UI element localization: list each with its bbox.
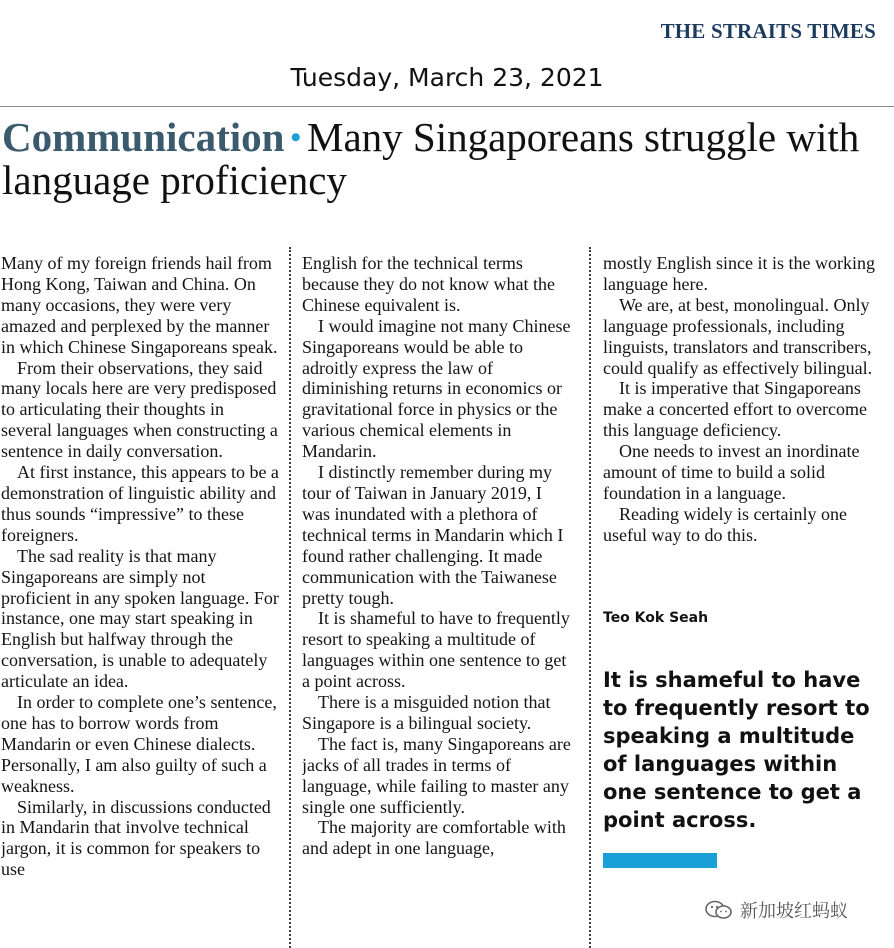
wechat-icon xyxy=(704,899,734,921)
paragraph: It is imperative that Singaporeans make a concerted effort to overcome this language deficiency. xyxy=(603,378,868,441)
column-divider xyxy=(289,247,291,948)
paragraph: It is shameful to have to frequently resort to speaking a multitude of languages within one sentence to get a point across. xyxy=(302,608,570,692)
paragraph: In order to complete one’s sentence, one has to borrow words from Mandarin or even Chinese dialects. Personally, I am also guilty of such a weakness. xyxy=(1,692,277,796)
column-divider xyxy=(589,247,591,948)
paragraph: mostly English since it is the working language here. xyxy=(603,253,875,294)
paragraph: There is a misguided notion that Singapore is a bilingual society. xyxy=(302,692,551,733)
headline-title: Many Singaporeans struggle with language proficiency xyxy=(2,114,860,203)
byline: Teo Kok Seah xyxy=(603,610,709,626)
masthead: THE STRAITS TIMES xyxy=(660,19,876,43)
paragraph: I would imagine not many Chinese Singaporeans would be able to adroitly express the law of diminishing returns in economics or gravitational force in physics or the various chemical elements in Mandarin. xyxy=(302,315,571,462)
watermark xyxy=(700,897,852,923)
paragraph: One needs to invest an inordinate amount of time to build a solid foundation in a language. xyxy=(603,441,860,503)
paragraph: The fact is, many Singaporeans are jacks of all trades in terms of language, while failing to master any single one sufficiently. xyxy=(302,733,571,817)
article-column-3 xyxy=(603,253,875,948)
article-column-1 xyxy=(1,253,279,948)
headline-separator: • xyxy=(290,121,301,154)
pull-quote: It is shameful to have to frequently resort to speaking a multitude of languages within one sentence to get a point across. xyxy=(603,668,870,832)
paragraph: I distinctly remember during my tour of Taiwan in January 2019, I was inundated with a plethora of technical terms in Mandarin which I found rather challenging. It made communication with the Taiwanese pretty tough. xyxy=(302,462,564,608)
paragraph: We are, at best, monolingual. Only language professionals, including linguists, translators and transcribers, could qualify as effectively bilingual. xyxy=(603,294,873,378)
paragraph: Reading widely is certainly one useful way to do this. xyxy=(603,503,847,545)
headline xyxy=(2,116,882,202)
paragraph: Many of my foreign friends hail from Hong Kong, Taiwan and China. On many occasions, they were very amazed and perplexed by the manner in which Chinese Singaporeans speak. xyxy=(1,253,278,357)
paragraph: Similarly, in discussions conducted in Mandarin that involve technical jargon, it is common for speakers to use xyxy=(1,796,271,880)
accent-bar xyxy=(603,853,717,868)
paragraph: At first instance, this appears to be a demonstration of linguistic ability and thus sounds “impressive” to these foreigners. xyxy=(1,462,279,545)
watermark-text: 新加坡红蚂蚁 xyxy=(740,901,848,922)
paragraph: The majority are comfortable with and adept in one language, xyxy=(302,817,566,859)
paragraph: English for the technical terms because they do not know what the Chinese equivalent is. xyxy=(302,253,555,315)
paragraph: From their observations, they said many locals here are very predisposed to articulating their thoughts in several languages when constructing a sentence in daily conversation. xyxy=(1,357,278,462)
article-column-2 xyxy=(302,253,574,948)
header-rule xyxy=(0,106,894,107)
paragraph: The sad reality is that many Singaporeans are simply not proficient in any spoken language. For instance, one may start speaking in English but halfway through the conversation, is unable to adequately articulate an idea. xyxy=(1,545,279,692)
headline-section: Communication xyxy=(2,114,285,160)
publication-date: Tuesday, March 23, 2021 xyxy=(290,63,604,92)
